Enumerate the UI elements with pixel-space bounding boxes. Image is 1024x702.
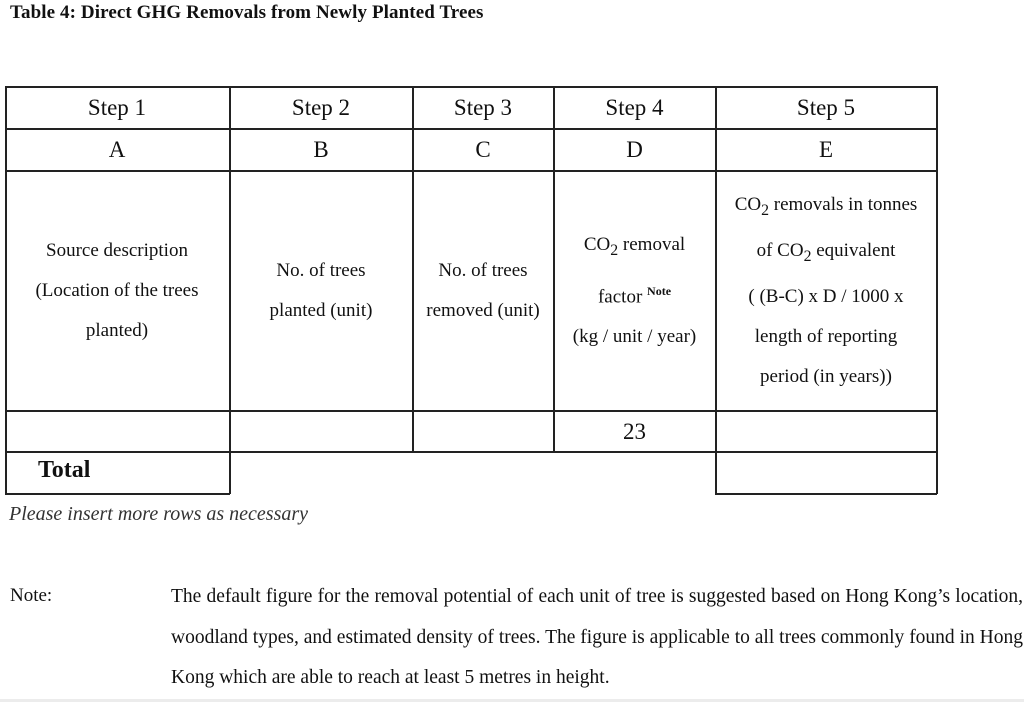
subscript-2: 2 <box>803 247 812 265</box>
table-rule <box>5 493 230 495</box>
description-removals-tonnes <box>716 171 936 411</box>
description-line: period (in years)) <box>760 365 892 387</box>
description-source <box>5 171 229 411</box>
data-cell <box>413 411 553 452</box>
subscript-2: 2 <box>761 202 770 219</box>
description-line <box>735 185 918 231</box>
column-letter: E <box>818 137 834 162</box>
subscript-2: 2 <box>610 241 619 259</box>
step-header: Step 1 <box>87 95 147 120</box>
step-header: Step 2 <box>291 95 351 120</box>
table-rule <box>715 493 937 495</box>
step-header: Step 5 <box>796 95 856 120</box>
description-line <box>573 271 696 317</box>
description-line: (kg / unit / year) <box>572 326 697 348</box>
data-cell <box>716 411 936 452</box>
description-text: removals in tonnes <box>769 194 918 216</box>
description-line: Source description <box>46 240 188 261</box>
column-letter: B <box>313 137 329 162</box>
description-line <box>573 225 696 271</box>
co-text: CO <box>734 194 762 216</box>
description-removed <box>413 171 553 411</box>
description-line: No. of trees <box>276 260 366 281</box>
insert-rows-hint: Please insert more rows as necessary <box>9 503 309 525</box>
total-label: Total <box>38 457 91 483</box>
note-label: Note: <box>10 585 53 606</box>
description-line: planted) <box>85 320 149 341</box>
note-superscript: Note <box>647 283 672 298</box>
note-text: The default figure for the removal potential of each unit of tree is suggested based on Hong Kong’s location, woodland types, and estimated density of trees. The figure is applicable to all trees commonly found in Hong Kong which are able to reach at least 5 metres in height. <box>171 586 1023 688</box>
table-rule <box>936 86 938 494</box>
description-planted <box>230 171 412 411</box>
co-text: CO <box>583 233 611 255</box>
table-title: Table 4: Direct GHG Removals from Newly Planted Trees <box>10 2 484 23</box>
description-text: removal <box>618 233 686 255</box>
description-line <box>735 231 918 277</box>
description-text: equivalent <box>811 240 896 261</box>
data-cell <box>5 411 229 452</box>
data-cell <box>230 411 412 452</box>
description-line: (Location of the trees <box>35 280 199 301</box>
description-text: of CO <box>756 240 804 261</box>
description-line: length of reporting <box>754 325 898 347</box>
column-letter: C <box>475 137 491 162</box>
description-line: No. of trees <box>438 260 528 281</box>
removal-factor-value: 23 <box>623 418 646 444</box>
step-header: Step 3 <box>453 95 513 120</box>
step-header: Step 4 <box>605 95 664 120</box>
column-letter: D <box>626 137 643 162</box>
description-removal-factor <box>554 171 715 411</box>
description-line: ( (B-C) x D / 1000 x <box>748 285 904 307</box>
description-line: removed (unit) <box>426 300 540 321</box>
column-letter: A <box>108 137 126 162</box>
description-line: planted (unit) <box>269 300 373 321</box>
description-text: factor <box>597 286 648 308</box>
